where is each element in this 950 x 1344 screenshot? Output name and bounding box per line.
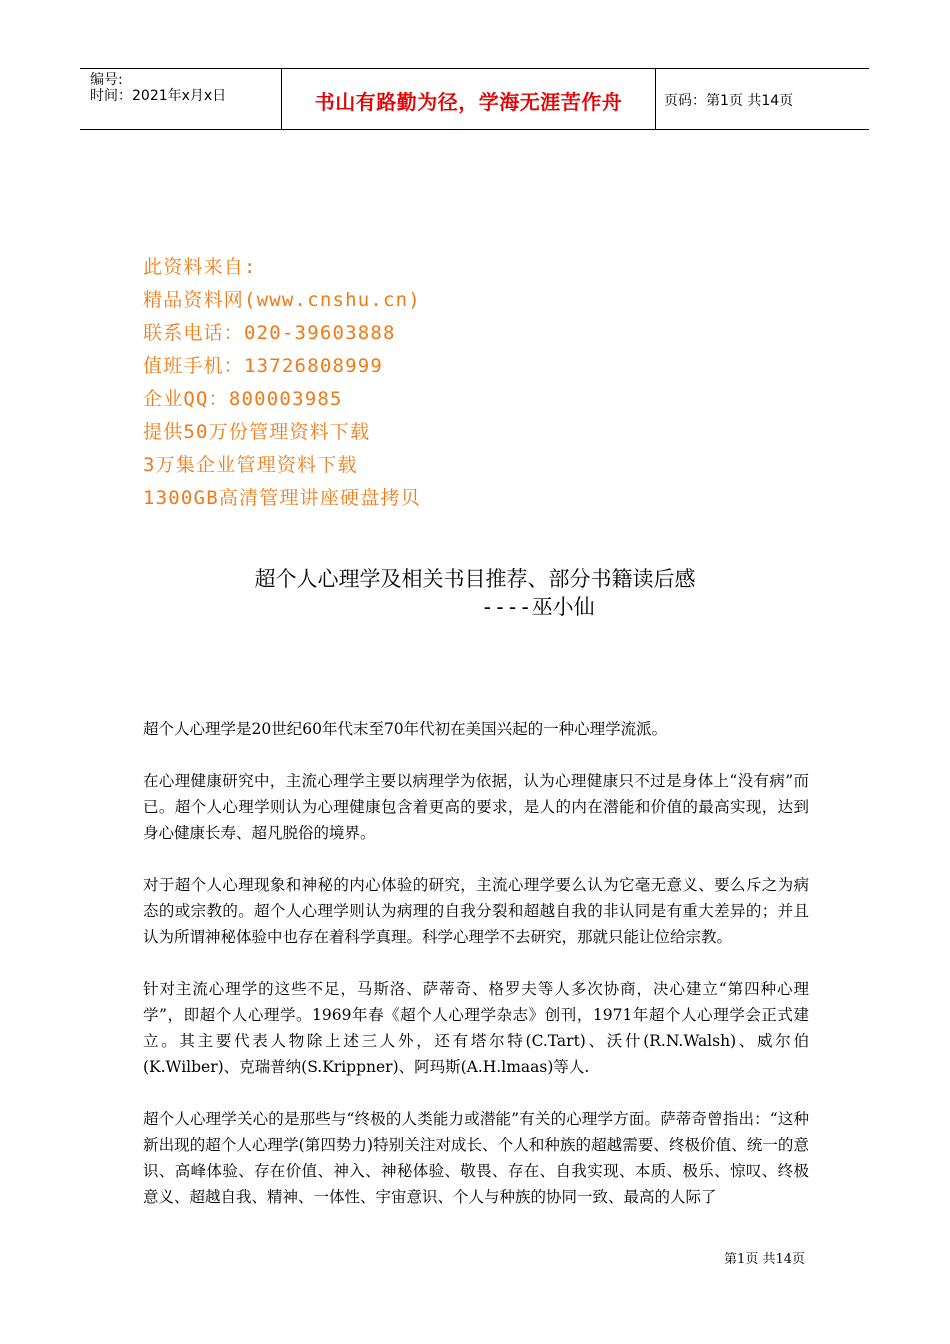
header-motto-cell (281, 69, 656, 129)
motto-text: 书山有路勤为径，学海无涯苦作舟 (314, 90, 623, 114)
body-paragraph: 超个人心理学关心的是那些与“终极的人类能力或潜能”有关的心理学方面。萨蒂奇曾指出：“这种新出现的超个人心理学(第四势力)特别关注对成长、个人和种族的超越需要、终极价值、统一的意识、高峰体验、存在价值、神入、神秘体验、敬畏、存在、自我实现、本质、极乐、惊叹、终极意义、超越自我、精神、一体性、宇宙意识、个人与种族的协同一致、最高的人际了 (143, 1110, 809, 1206)
promo-line: 1300GB高清管理讲座硬盘拷贝 (143, 487, 421, 509)
body-paragraph: 对于超个人心理现象和神秘的内心体验的研究，主流心理学要么认为它毫无意义、要么斥之为病态的或宗教的。超个人心理学则认为病理的自我分裂和超越自我的非认同是有重大差异的；并且认为所谓神秘体验中也存在着科学真理。科学心理学不去研究，那就只能让位给宗教。 (143, 876, 809, 946)
document-title: 超个人心理学及相关书目推荐、部分书籍读后感 (254, 567, 696, 591)
promo-line: 精品资料网(www.cnshu.cn) (143, 289, 421, 311)
document-body (143, 716, 809, 1236)
body-paragraph: 在心理健康研究中，主流心理学主要以病理学为依据，认为心理健康只不过是身体上“没有病”而已。超个人心理学则认为心理健康包含着更高的要求，是人的内在潜能和价值的最高实现，达到身心健康长寿、超凡脱俗的境界。 (143, 772, 809, 842)
promo-line: 企业QQ：800003985 (143, 388, 343, 410)
promo-line: 3万集企业管理资料下载 (143, 454, 358, 476)
body-paragraph: 针对主流心理学的这些不足，马斯洛、萨蒂奇、格罗夫等人多次协商，决心建立“第四种心理学”，即超个人心理学。1969年春《超个人心理学杂志》创刊，1971年超个人心理学会正式建立。其主要代表人物除上述三人外，还有塔尔特(C.Tart)、沃什(R.N.Walsh)、威尔伯(K.Wilber)、克瑞普纳(S.Krippner)、阿玛斯(A.H.lmaas)等人. (143, 980, 809, 1076)
header-page-label: 页码：第1页 共14页 (664, 93, 794, 109)
promo-line: 联系电话：020-39603888 (143, 322, 396, 344)
serial-label: 编号: (90, 72, 123, 88)
header-meta-cell (80, 69, 280, 129)
body-paragraph: 超个人心理学是20世纪60年代末至70年代初在美国兴起的一种心理学流派。 (143, 720, 668, 738)
promo-line: 提供50万份管理资料下载 (143, 421, 371, 443)
page-header (80, 68, 869, 130)
document-author: ----巫小仙 (481, 595, 595, 619)
promo-block (143, 251, 421, 515)
promo-line: 值班手机：13726808999 (143, 355, 384, 377)
time-label: 时间：2021年x月x日 (90, 88, 227, 104)
promo-line: 此资料来自: (143, 256, 257, 278)
header-page-cell (656, 69, 869, 129)
page-footer: 第1页 共14页 (724, 1252, 805, 1267)
